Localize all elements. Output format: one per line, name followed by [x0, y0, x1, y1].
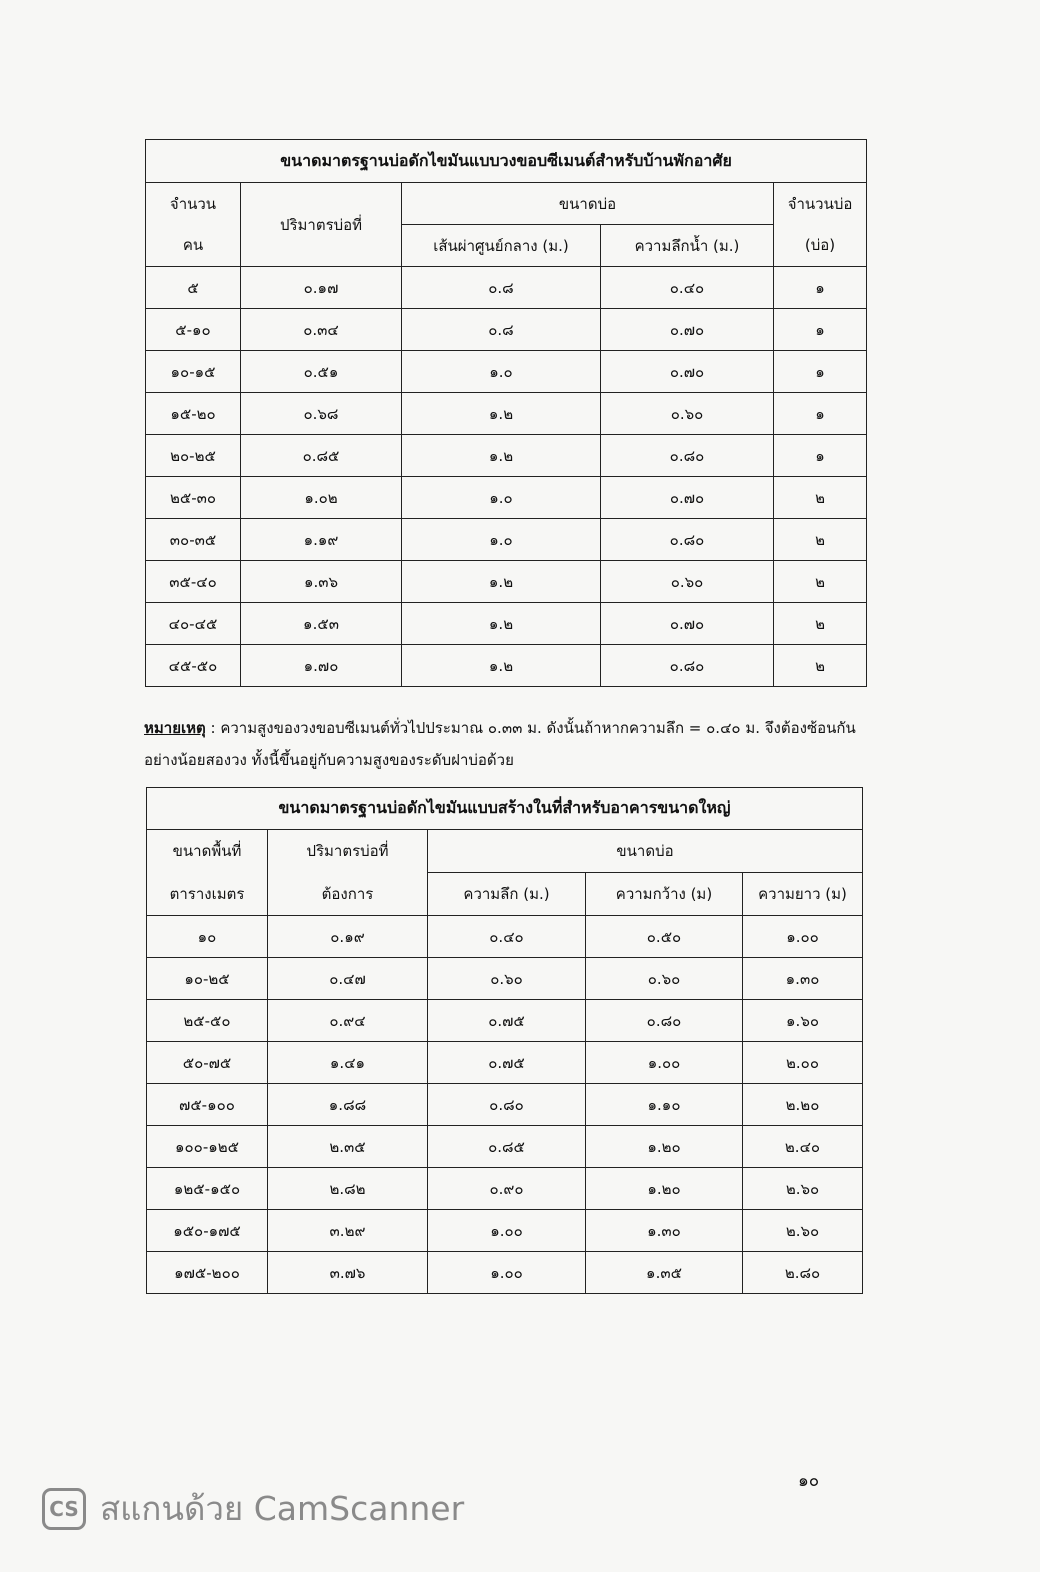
table-row	[147, 1126, 863, 1168]
cell: ๐.๘๐	[428, 1084, 586, 1126]
cell: ๔๐-๔๕	[146, 603, 241, 645]
cell: ๕-๑๐	[146, 309, 241, 351]
cell: ๑.๓๐	[586, 1210, 743, 1252]
cell: ๑.๑๐	[586, 1084, 743, 1126]
cell: ๑.๓๕	[586, 1252, 743, 1294]
cell: ๐.๘๐	[601, 435, 774, 477]
cell: ๑.๐๐	[743, 916, 863, 958]
cell: ๓๐-๓๕	[146, 519, 241, 561]
cell: ๑๐	[147, 916, 268, 958]
header-size-group: ขนาดบ่อ	[402, 183, 774, 225]
table1-title: ขนาดมาตรฐานบ่อดักไขมันแบบวงขอบซีเมนต์สำหรับบ้านพักอาศัย	[146, 140, 867, 183]
table-row	[146, 435, 867, 477]
cell: ๐.๔๗	[268, 958, 428, 1000]
header-people-unit: คน	[146, 225, 241, 267]
cell: ๑๕๐-๑๗๕	[147, 1210, 268, 1252]
cell: ๐.๗๐	[601, 351, 774, 393]
cell: ๒	[774, 519, 867, 561]
cell: ๗๕-๑๐๐	[147, 1084, 268, 1126]
header-volume: ปริมาตรบ่อที่	[241, 183, 402, 267]
cell: ๑.๒	[402, 393, 601, 435]
cell: ๑.๑๙	[241, 519, 402, 561]
table-row	[147, 1168, 863, 1210]
table-row	[146, 603, 867, 645]
cell: ๐.๗๕	[428, 1042, 586, 1084]
page-number: ๑๐	[798, 1471, 820, 1491]
cell: ๐.๖๐	[601, 561, 774, 603]
cell: ๐.๖๐	[586, 958, 743, 1000]
cell: ๒.๖๐	[743, 1168, 863, 1210]
header-length: ความยาว (ม)	[743, 873, 863, 916]
building-grease-trap-table	[146, 787, 863, 1294]
cell: ๑.๔๑	[268, 1042, 428, 1084]
cell: ๑.๒	[402, 645, 601, 687]
cell: ๐.๗๐	[601, 309, 774, 351]
cell: ๒.๘๐	[743, 1252, 863, 1294]
cell: ๐.๑๙	[268, 916, 428, 958]
cell: ๑.๐	[402, 519, 601, 561]
cell: ๐.๖๐	[428, 958, 586, 1000]
cell: ๐.๓๔	[241, 309, 402, 351]
table-row	[146, 561, 867, 603]
cell: ๐.๑๗	[241, 267, 402, 309]
cell: ๐.๗๐	[601, 477, 774, 519]
household-grease-trap-table	[145, 139, 867, 687]
header-depth: ความลึกน้ำ (ม.)	[601, 225, 774, 267]
cell: ๑๐-๒๕	[147, 958, 268, 1000]
cell: ๒	[774, 561, 867, 603]
cell: ๑.๒	[402, 435, 601, 477]
cell: ๒.๘๒	[268, 1168, 428, 1210]
cell: ๒๕-๕๐	[147, 1000, 268, 1042]
table-row	[147, 916, 863, 958]
cell: ๐.๘	[402, 267, 601, 309]
table-row	[146, 267, 867, 309]
table-row	[147, 1000, 863, 1042]
cell: ๑.๐	[402, 351, 601, 393]
cell: ๑	[774, 393, 867, 435]
table-row	[146, 309, 867, 351]
header-volume-required: ต้องการ	[268, 873, 428, 916]
header-depth: ความลึก (ม.)	[428, 873, 586, 916]
cell: ๑.๒๐	[586, 1126, 743, 1168]
cell: ๑	[774, 351, 867, 393]
table-row	[147, 1252, 863, 1294]
header-size-group: ขนาดบ่อ	[428, 830, 863, 873]
table-row	[147, 958, 863, 1000]
cell: ๔๕-๕๐	[146, 645, 241, 687]
header-count: จำนวนบ่อ	[774, 183, 867, 225]
cell: ๑.๐	[402, 477, 601, 519]
cell: ๐.๘๕	[428, 1126, 586, 1168]
cell: ๐.๔๐	[601, 267, 774, 309]
table-row	[146, 477, 867, 519]
header-width: ความกว้าง (ม)	[586, 873, 743, 916]
cell: ๑.๐๐	[428, 1252, 586, 1294]
cell: ๒.๔๐	[743, 1126, 863, 1168]
cell: ๑.๒	[402, 561, 601, 603]
header-people: จำนวน	[146, 183, 241, 225]
cell: ๒.๒๐	[743, 1084, 863, 1126]
cell: ๓.๗๖	[268, 1252, 428, 1294]
cell: ๒	[774, 477, 867, 519]
cell: ๑.๗๐	[241, 645, 402, 687]
cell: ๑.๖๐	[743, 1000, 863, 1042]
note-text: : ความสูงของวงขอบซีเมนต์ทั่วไปประมาณ ๐.๓๓ ม. ดังนั้นถ้าหากความลึก = ๐.๔๐ ม. จึงต้องซ้อนกันอย่างน้อยสองวง ทั้งนี้ขึ้นอยู่กับความสูงของระดับฝาบ่อด้วย	[144, 719, 856, 769]
table-row	[146, 393, 867, 435]
cell: ๐.๔๐	[428, 916, 586, 958]
cell: ๐.๕๐	[586, 916, 743, 958]
cell: ๑.๒๐	[586, 1168, 743, 1210]
cell: ๐.๘๐	[586, 1000, 743, 1042]
table-row	[146, 351, 867, 393]
cell: ๑.๓๐	[743, 958, 863, 1000]
cell: ๐.๘๐	[601, 645, 774, 687]
table-row	[147, 1210, 863, 1252]
cell: ๑๗๕-๒๐๐	[147, 1252, 268, 1294]
camscanner-logo-icon: CS	[42, 1488, 86, 1530]
cell: ๕	[146, 267, 241, 309]
table-row	[147, 1084, 863, 1126]
cell: ๒๐-๒๕	[146, 435, 241, 477]
cell: ๑.๘๘	[268, 1084, 428, 1126]
table2-title: ขนาดมาตรฐานบ่อดักไขมันแบบสร้างในที่สำหรับอาคารขนาดใหญ่	[147, 788, 863, 830]
cell: ๑.๓๖	[241, 561, 402, 603]
cell: ๓๕-๔๐	[146, 561, 241, 603]
cell: ๒๕-๓๐	[146, 477, 241, 519]
cell: ๐.๖๐	[601, 393, 774, 435]
cell: ๒.๐๐	[743, 1042, 863, 1084]
header-volume: ปริมาตรบ่อที่	[268, 830, 428, 873]
table-row	[146, 645, 867, 687]
cell: ๑๐-๑๕	[146, 351, 241, 393]
table-row	[147, 1042, 863, 1084]
cell: ๑.๐๐	[586, 1042, 743, 1084]
header-area: ขนาดพื้นที่	[147, 830, 268, 873]
header-area-unit: ตารางเมตร	[147, 873, 268, 916]
cell: ๑	[774, 435, 867, 477]
cell: ๑๐๐-๑๒๕	[147, 1126, 268, 1168]
cell: ๑.๐๐	[428, 1210, 586, 1252]
header-diameter: เส้นผ่าศูนย์กลาง (ม.)	[402, 225, 601, 267]
cell: ๑๕-๒๐	[146, 393, 241, 435]
table1-footnote	[144, 712, 864, 776]
cell: ๐.๙๔	[268, 1000, 428, 1042]
cell: ๑	[774, 267, 867, 309]
cell: ๐.๖๘	[241, 393, 402, 435]
cell: ๐.๘๕	[241, 435, 402, 477]
cell: ๑	[774, 309, 867, 351]
cell: ๓.๒๙	[268, 1210, 428, 1252]
cell: ๐.๙๐	[428, 1168, 586, 1210]
table-row	[146, 519, 867, 561]
cell: ๒	[774, 645, 867, 687]
header-count-unit: (บ่อ)	[774, 225, 867, 267]
cell: ๑.๐๒	[241, 477, 402, 519]
cell: ๑.๒	[402, 603, 601, 645]
cell: ๑๒๕-๑๕๐	[147, 1168, 268, 1210]
cell: ๐.๘	[402, 309, 601, 351]
note-label: หมายเหตุ	[144, 719, 206, 737]
cell: ๒.๓๕	[268, 1126, 428, 1168]
cell: ๑.๕๓	[241, 603, 402, 645]
watermark-text: สแกนด้วย CamScanner	[100, 1489, 465, 1528]
cell: ๐.๘๐	[601, 519, 774, 561]
cell: ๐.๗๐	[601, 603, 774, 645]
cell: ๐.๗๕	[428, 1000, 586, 1042]
cell: ๒	[774, 603, 867, 645]
camscanner-watermark	[42, 1482, 464, 1535]
cell: ๐.๕๑	[241, 351, 402, 393]
cell: ๕๐-๗๕	[147, 1042, 268, 1084]
cell: ๒.๖๐	[743, 1210, 863, 1252]
